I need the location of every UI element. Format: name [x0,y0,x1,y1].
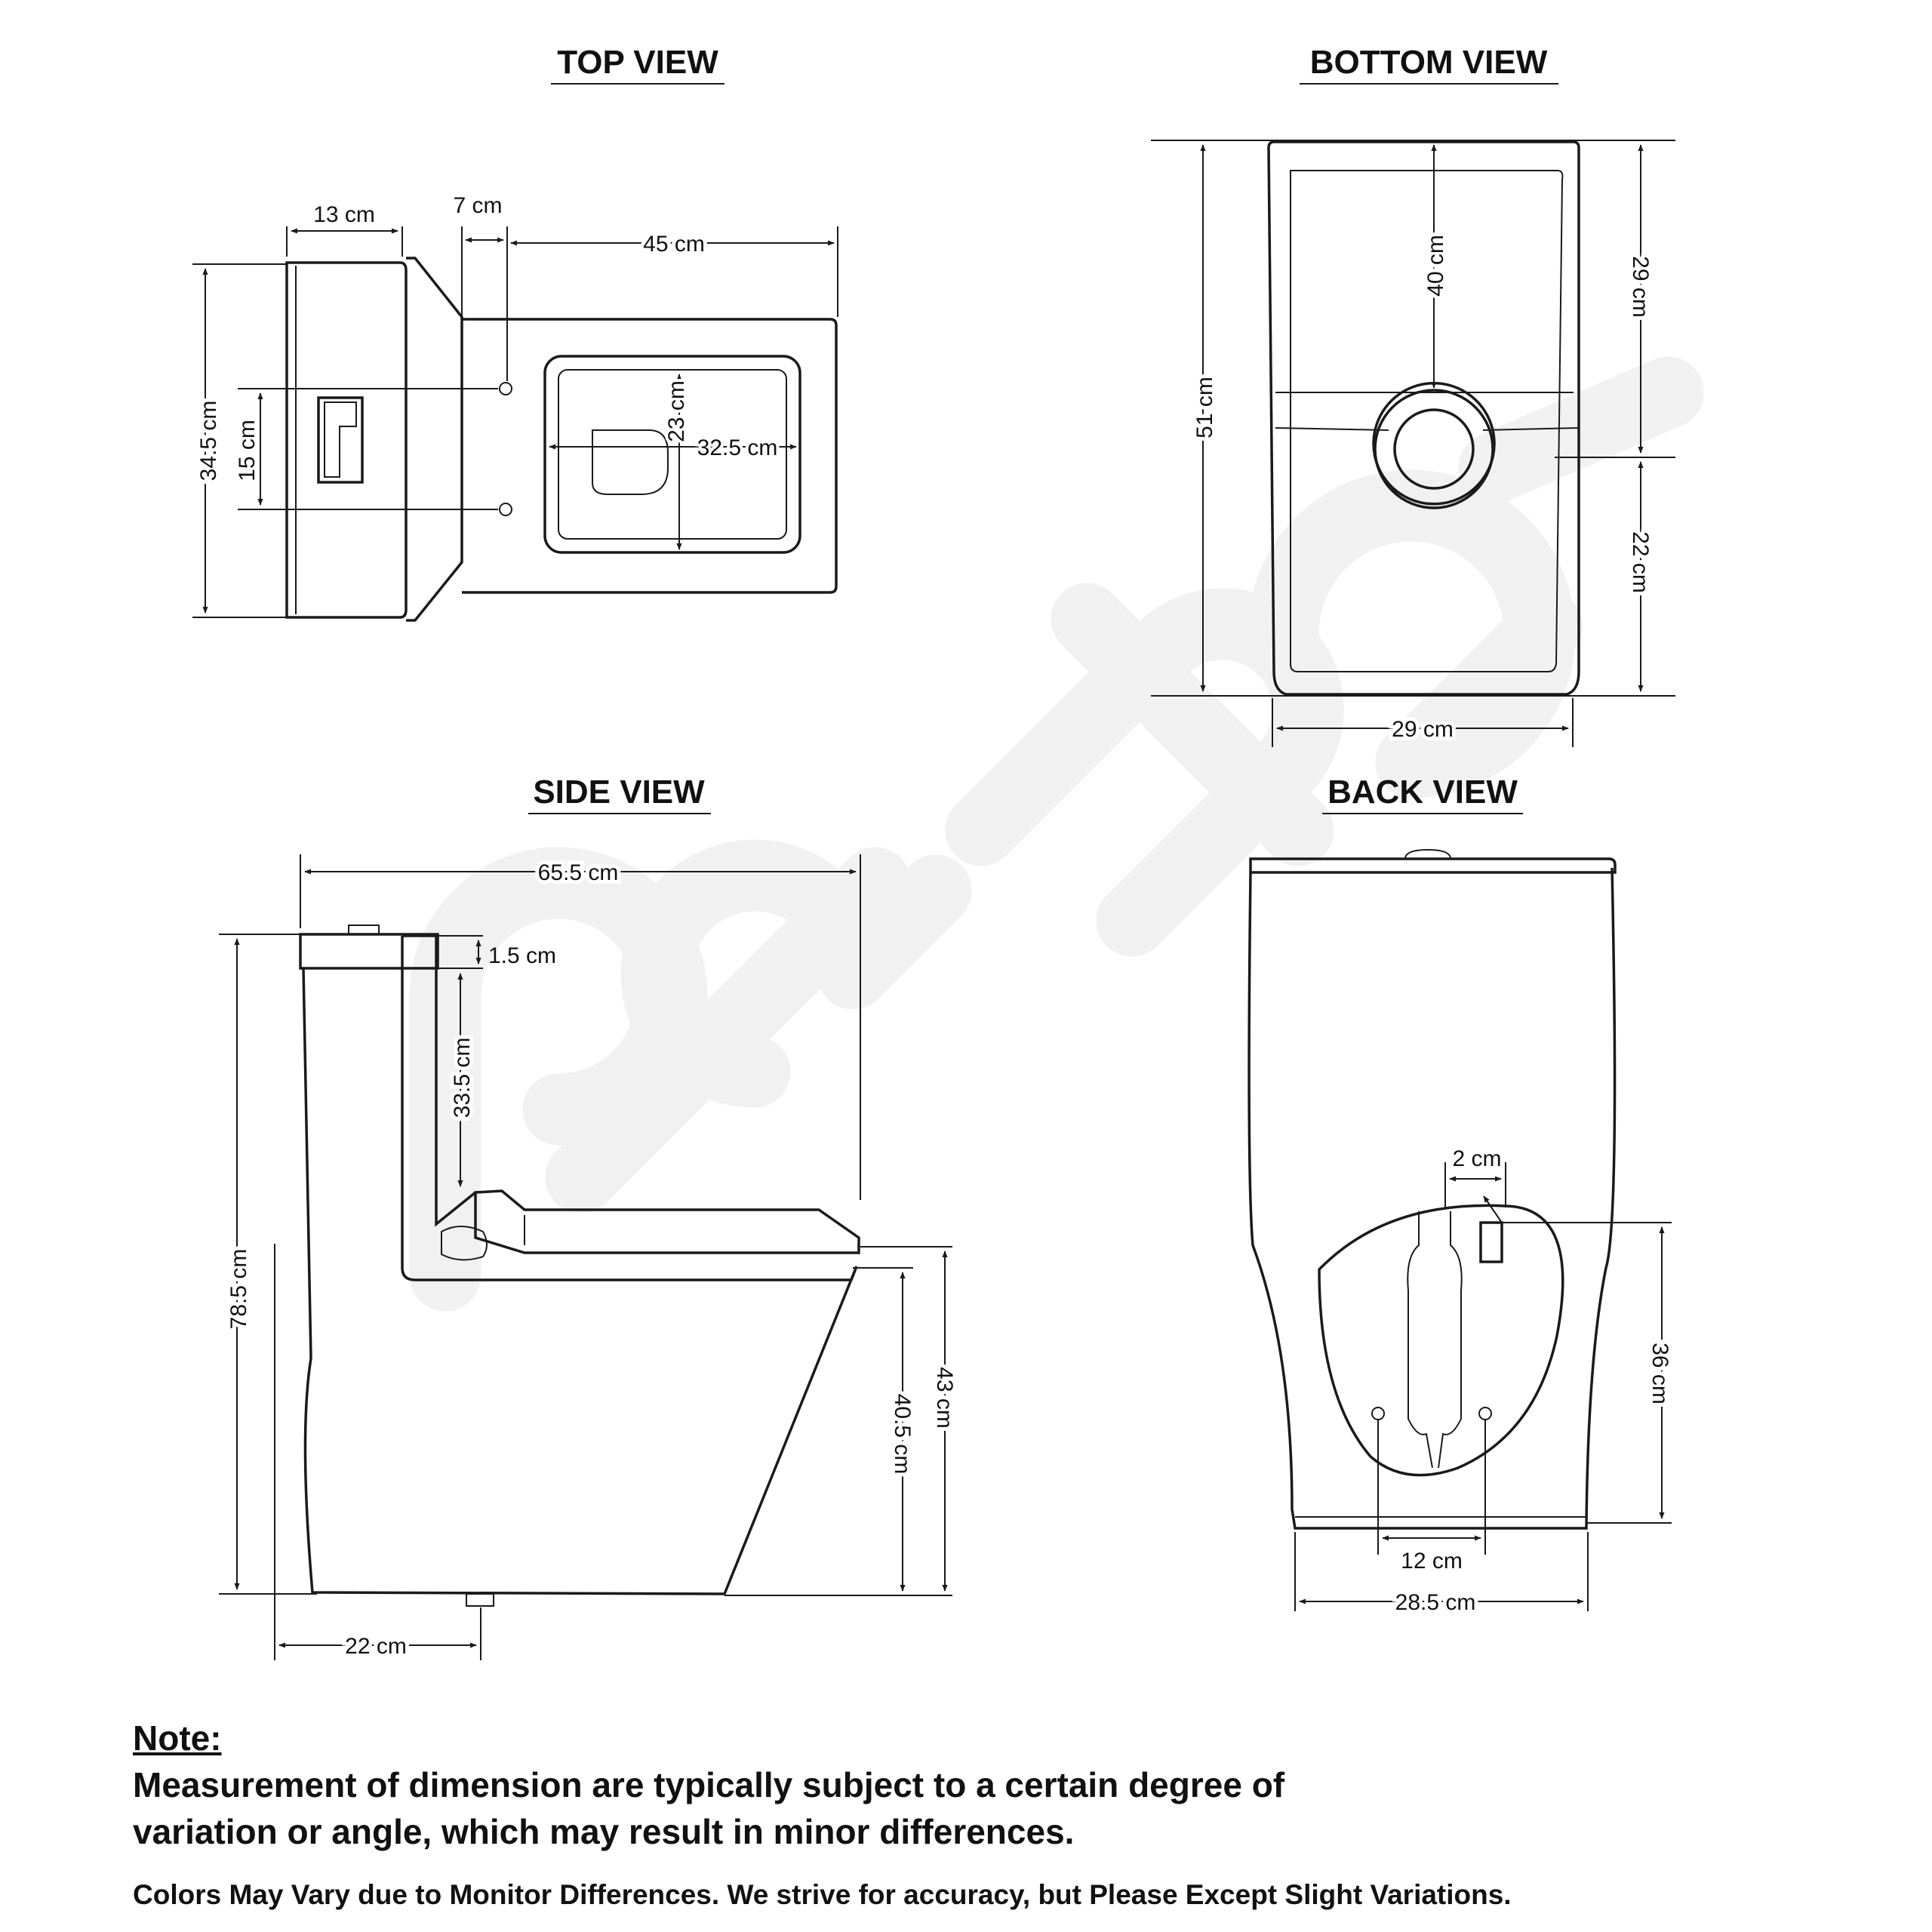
dim-tank-depth: 13 cm [313,202,375,227]
dim-bowl-length: 45 cm [643,232,705,257]
note-body: Measurement of dimension are typically subject to a certain degree of variation or angle, which may result in minor differences. [133,1765,1285,1851]
dim-tank-above-seat: 33.5 cm [450,1037,475,1118]
top-view-title: TOP VIEW [557,44,718,81]
dim-back-base-width: 28.5 cm [1395,1590,1476,1615]
dim-bottom-overall-length: 51 cm [1192,377,1217,438]
flush-button [318,398,362,482]
dim-inlet-width: 2 cm [1452,1146,1502,1171]
dim-lid-thickness: 1.5 cm [488,943,557,968]
dim-base-width: 29 cm [1392,717,1454,742]
dim-rim-height: 40.5 cm [890,1393,915,1475]
dim-inlet-height: 36 cm [1647,1343,1672,1404]
dim-rough-in: 22 cm [345,1634,407,1659]
back-view-title: BACK VIEW [1327,774,1518,811]
side-view-title: SIDE VIEW [533,774,705,811]
top-view-bolt-hole [500,383,512,395]
dim-overall-width: 34.5 cm [196,400,221,481]
note-footer: Colors May Vary due to Monitor Differences. We strive for accuracy, but Please Except Slight Variations. [133,1879,1512,1910]
dim-outlet-from-front: 22 cm [1628,531,1653,593]
dim-step: 7 cm [453,193,503,218]
note-section [133,1715,1869,1914]
note-title: Note: [133,1718,222,1758]
back-view-toilet-outline [1249,850,1615,1528]
dim-outlet-from-back: 40 cm [1423,235,1448,297]
top-view-bolt-hole [500,503,512,515]
dim-button-span: 15 cm [235,420,260,481]
dim-opening-depth: 23 cm [664,380,689,442]
dim-bolt-spacing: 12 cm [1401,1549,1463,1574]
top-view [192,44,838,620]
bottom-view-title: BOTTOM VIEW [1309,44,1548,81]
dim-front-section: 29 cm [1628,256,1653,318]
watermark-logo [445,392,1668,1275]
dim-seat-height: 43 cm [932,1367,957,1429]
dim-overall-height: 78.5 cm [226,1248,251,1330]
dim-side-overall-length: 65.5 cm [537,860,619,885]
back-view [1249,774,1672,1615]
dim-opening-length: 32.5 cm [697,435,778,460]
